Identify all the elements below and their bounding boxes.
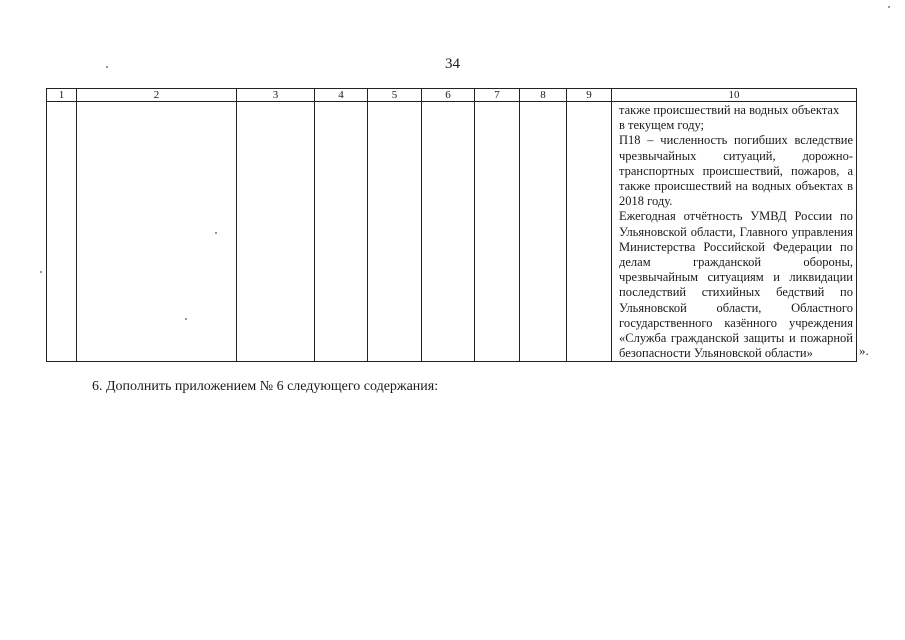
page-number: 34 — [445, 56, 460, 72]
scan-speck — [106, 66, 108, 68]
table-cell — [422, 102, 475, 362]
column-header: 2 — [77, 89, 237, 102]
scan-speck — [215, 232, 217, 234]
column-header: 7 — [475, 89, 520, 102]
column-header: 1 — [47, 89, 77, 102]
column-header: 10 — [612, 89, 857, 102]
closing-quote: ». — [859, 343, 869, 358]
table-cell — [315, 102, 368, 362]
table-cell — [475, 102, 520, 362]
column-header: 8 — [520, 89, 567, 102]
scan-speck — [888, 6, 890, 8]
table-cell — [237, 102, 315, 362]
column-header: 9 — [567, 89, 612, 102]
table-header-row — [47, 89, 857, 102]
instruction-paragraph: 6. Дополнить приложением № 6 следующего содержания: — [92, 379, 439, 394]
table-row — [47, 102, 857, 362]
column-10-text: также происшествий на водных объектах в текущем году; П18 – численность погибших вследствие чрезвычайных ситуаций, дорожно-транспортных происшествий, пожаров, а также происшествий на водных объектах в 2018 году. Ежегодная отчётность УМВД России по Ульяновской области, Главного управления Министерства Российской Федерации по делам гражданской обороны, чрезвычайным ситуациям и ликвидации последствий стихийных бедствий по Ульяновской области, Областного государственного казённого учреждения «Служба гражданской защиты и пожарной безопасности Ульяновской области» — [619, 103, 853, 361]
table-cell — [567, 102, 612, 362]
table-cell — [368, 102, 422, 362]
column-header: 4 — [315, 89, 368, 102]
table-cell — [520, 102, 567, 362]
table-cell — [47, 102, 77, 362]
scan-speck — [185, 318, 187, 320]
table-cell-column-10 — [612, 102, 857, 362]
scan-speck — [40, 271, 42, 273]
table-cell — [77, 102, 237, 362]
column-header: 5 — [368, 89, 422, 102]
column-header: 6 — [422, 89, 475, 102]
data-table — [46, 88, 857, 362]
column-header: 3 — [237, 89, 315, 102]
